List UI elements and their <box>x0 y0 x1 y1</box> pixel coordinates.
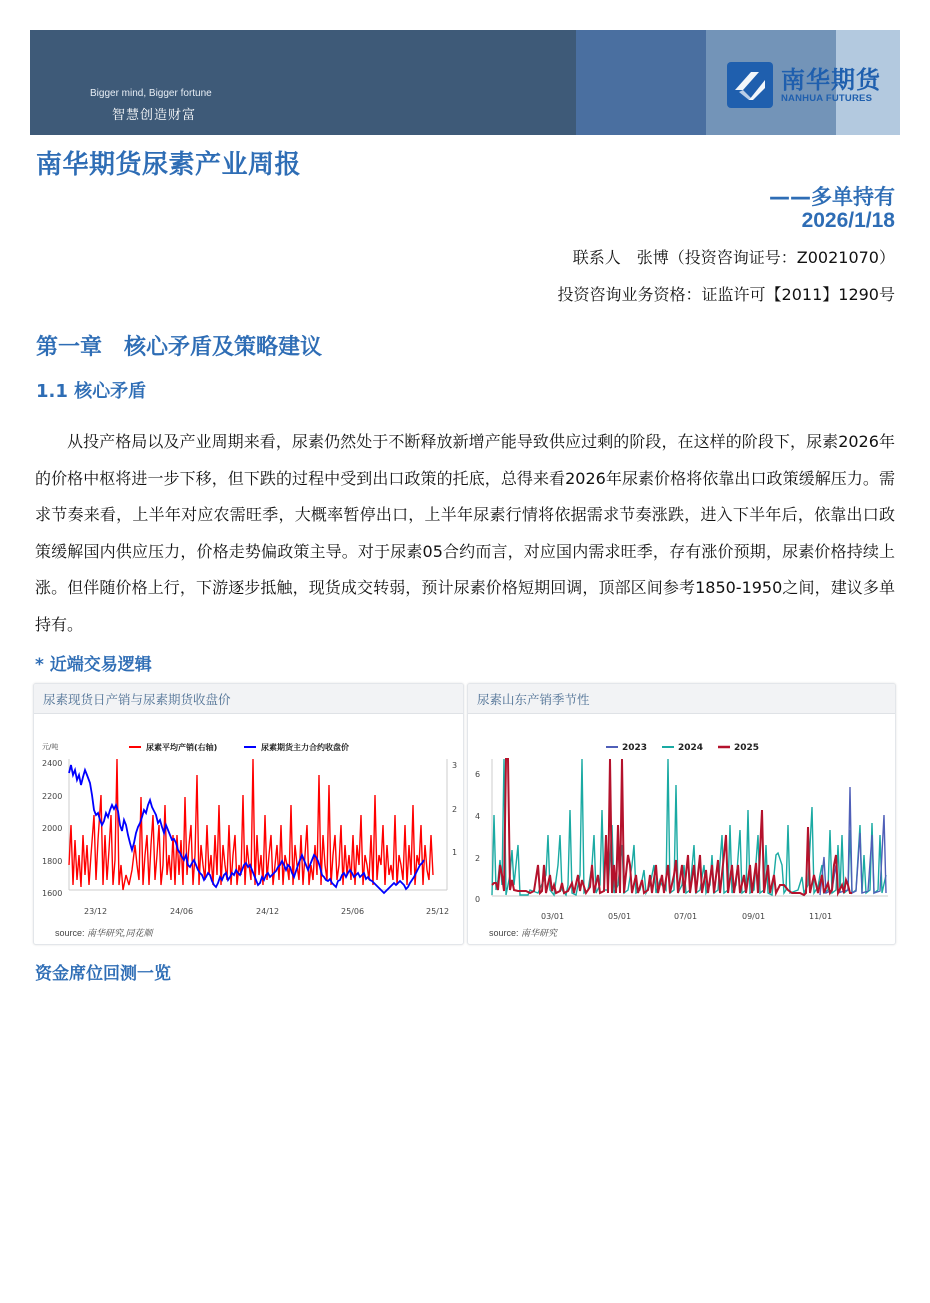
chart-panel-seasonality <box>467 683 896 945</box>
line-chart-production-price <box>34 715 464 925</box>
company-logo <box>727 62 881 108</box>
legend-item: 2024 <box>678 743 704 753</box>
fund-position-heading: 资金席位回测一览 <box>35 964 171 984</box>
svg-text:3: 3 <box>452 761 458 770</box>
logo-cn: 南华期货 <box>781 65 881 94</box>
report-subtitle: ——多单持有 <box>769 185 895 209</box>
chart-title: 尿素山东产销季节性 <box>468 684 895 714</box>
svg-text:2400: 2400 <box>42 759 63 768</box>
svg-text:2: 2 <box>452 805 458 814</box>
svg-text:11/01: 11/01 <box>809 912 833 921</box>
svg-text:6: 6 <box>475 770 481 779</box>
report-title: 南华期货尿素产业周报 <box>36 150 302 180</box>
svg-text:1600: 1600 <box>42 889 63 898</box>
nanhua-logo-icon <box>727 62 773 108</box>
chart-source: source: 南华研究 <box>489 928 558 938</box>
header-banner <box>30 30 900 135</box>
svg-text:05/01: 05/01 <box>608 912 632 921</box>
svg-text:03/01: 03/01 <box>541 912 565 921</box>
svg-text:24/06: 24/06 <box>170 907 194 916</box>
legend-item: 尿素平均产销(右轴) <box>146 743 218 752</box>
svg-text:2000: 2000 <box>42 824 63 833</box>
svg-text:23/12: 23/12 <box>84 907 108 916</box>
legend-item: 尿素期货主力合约收盘价 <box>261 743 349 752</box>
svg-text:1: 1 <box>452 848 458 857</box>
svg-text:25/12: 25/12 <box>426 907 450 916</box>
svg-text:0: 0 <box>475 895 481 904</box>
y-axis-unit: 元/吨 <box>42 743 59 751</box>
chart-panel-production-price <box>33 683 464 945</box>
svg-text:1800: 1800 <box>42 857 63 866</box>
chart-title: 尿素现货日产销与尿素期货收盘价 <box>34 684 463 714</box>
svg-text:2: 2 <box>475 854 481 863</box>
license-info: 投资咨询业务资格：证监许可【2011】1290号 <box>557 285 895 304</box>
svg-text:4: 4 <box>475 812 481 821</box>
line-chart-seasonality <box>468 715 896 925</box>
svg-text:24/12: 24/12 <box>256 907 280 916</box>
svg-text:25/06: 25/06 <box>341 907 365 916</box>
slogan-en: Bigger mind, Bigger fortune <box>90 88 212 99</box>
contact-info: 联系人 张博（投资咨询证号：Z0021070） <box>572 248 895 267</box>
slogan-cn: 智慧创造财富 <box>112 108 197 123</box>
body-paragraph: 从投产格局以及产业周期来看，尿素仍然处于不断释放新增产能导致供应过剩的阶段，在这样的阶段下，尿素2026年的价格中枢将进一步下移，但下跌的过程中受到出口政策的托底，总得来看2026年尿素价格将依靠出口政策缓解压力。需求节奏来看，上半年对应农需旺季，大概率暂停出口，上半年尿素行情将依据需求节奏涨跌，进入下半年后，依靠出口政策缓解国内供应压力，价格走势偏政策主导。对于尿素05合约而言，对应国内需求旺季，存有涨价预期，尿素价格持续上涨。但伴随价格上行，下游逐步抵触，现货成交转弱，预计尿素价格短期回调，顶部区间参考1850-1950之间，建议多单持有。 <box>35 432 895 634</box>
banner-stripe <box>576 30 706 135</box>
chart-source: source: 南华研究,同花顺 <box>55 928 153 938</box>
svg-text:07/01: 07/01 <box>674 912 698 921</box>
logo-en: NANHUA FUTURES <box>781 92 873 104</box>
svg-text:09/01: 09/01 <box>742 912 766 921</box>
report-date: 2026/1/18 <box>801 209 895 232</box>
chapter-heading: 第一章 核心矛盾及策略建议 <box>36 335 323 360</box>
svg-text:2200: 2200 <box>42 792 63 801</box>
subsection-heading: * 近端交易逻辑 <box>35 655 152 675</box>
legend-item: 2023 <box>622 743 648 753</box>
legend-item: 2025 <box>734 743 760 753</box>
section-heading: 1.1 核心矛盾 <box>36 381 147 402</box>
